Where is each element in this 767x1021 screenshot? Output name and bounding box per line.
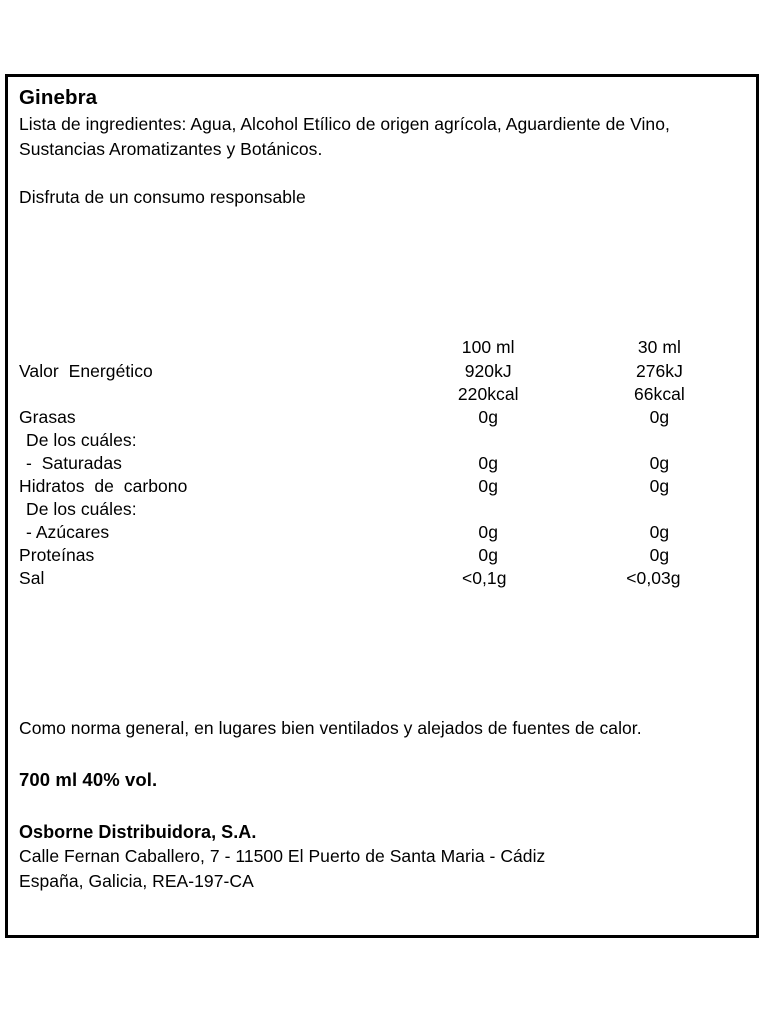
nutrient-value-100ml: 0g [478,453,498,473]
nutrient-label: Proteínas [19,545,95,565]
nutrient-value-30ml [574,429,745,452]
nutrition-header-col1: 100 ml [461,337,515,357]
nutrient-label: Sal [19,568,45,588]
responsible-consumption-notice: Disfruta de un consumo responsable [19,187,306,207]
nutrient-label: De los cuáles: [26,430,137,450]
nutrient-label: Hidratos de carbono [19,476,188,496]
nutrient-value-100ml [403,498,574,521]
table-row [19,429,745,452]
table-row [19,521,745,544]
company-address-line-2: España, Galicia, REA-197-CA [19,871,254,891]
nutrient-value-30ml: 0g [649,545,670,565]
nutrient-value-30ml: 0g [649,453,670,473]
nutrient-value-30ml: 66kcal [633,384,685,404]
company-name: Osborne Distribuidora, S.A. [19,822,257,842]
nutrient-value-100ml: 0g [478,476,498,496]
nutrient-value-30ml: <0,03g [626,568,681,588]
table-row [19,475,745,498]
nutrient-label: Valor Energético [19,361,153,381]
product-name: Ginebra [19,86,98,109]
nutrient-value-30ml: 0g [649,407,670,427]
nutrient-value-100ml: 0g [478,522,498,542]
table-row [19,498,745,521]
nutrition-header-label [19,335,403,360]
nutrient-label: De los cuáles: [26,499,137,519]
nutrient-value-30ml: 0g [649,476,670,496]
label-header-section [19,85,748,209]
nutrition-table [19,335,745,590]
label-frame [5,74,759,938]
table-row [19,360,745,383]
nutrient-label: Grasas [19,407,76,427]
nutrient-value-100ml: 0g [478,545,498,565]
nutrient-value-30ml: 276kJ [635,361,683,381]
nutrient-value-100ml: 220kcal [457,384,519,404]
nutrition-header-col2: 30 ml [637,337,681,357]
nutrient-label: - Saturadas [26,453,122,473]
nutrient-label [19,383,403,406]
nutrition-header-row [19,335,745,360]
nutrient-value-30ml [574,498,745,521]
label-footer-section [19,716,748,894]
nutrient-value-100ml [403,429,574,452]
nutrient-value-100ml: <0,1g [461,568,507,588]
table-row [19,406,745,429]
table-row [19,544,745,567]
ingredients-list: Lista de ingredientes: Agua, Alcohol Etílico de origen agrícola, Aguardiente de Vino, Sustancias Aromatizantes y Botánicos. [19,114,670,159]
nutrient-value-100ml: 920kJ [464,361,512,381]
nutrient-value-30ml: 0g [649,522,670,542]
company-address-line-1: Calle Fernan Caballero, 7 - 11500 El Puerto de Santa Maria - Cádiz [19,846,546,866]
nutrient-label: - Azúcares [26,522,110,542]
nutrient-value-100ml: 0g [478,407,498,427]
table-row [19,567,745,590]
table-row [19,383,745,406]
storage-instructions: Como norma general, en lugares bien ventilados y alejados de fuentes de calor. [19,718,642,738]
table-row [19,452,745,475]
volume-abv: 700 ml 40% vol. [19,769,158,790]
